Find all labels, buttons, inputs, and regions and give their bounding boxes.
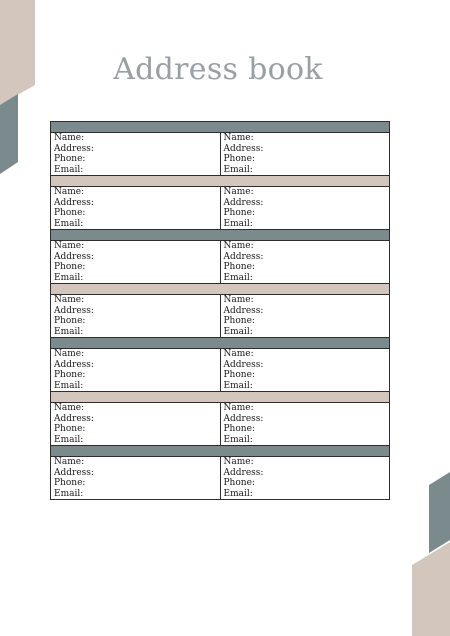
contact-entry-right[interactable] bbox=[220, 457, 390, 499]
address-field-label: Address: bbox=[223, 251, 264, 262]
contact-entry-left[interactable] bbox=[51, 133, 220, 175]
phone-field-label: Phone: bbox=[54, 370, 86, 380]
phone-field-label: Phone: bbox=[54, 316, 86, 326]
email-field-label: Email: bbox=[54, 272, 84, 283]
section-band-beige bbox=[51, 392, 389, 403]
phone-field-label: Phone: bbox=[54, 262, 86, 272]
name-field-label: Name: bbox=[223, 133, 254, 143]
name-field-label: Name: bbox=[223, 241, 254, 251]
section-band-slate bbox=[51, 230, 389, 241]
phone-field-label: Phone: bbox=[223, 208, 255, 218]
address-field-label: Address: bbox=[54, 467, 94, 478]
email-field-label: Email: bbox=[223, 218, 253, 229]
address-field-label: Address: bbox=[54, 305, 94, 316]
contact-entry-left[interactable] bbox=[51, 349, 220, 391]
contact-entry-right[interactable] bbox=[220, 241, 390, 283]
contact-entry-left[interactable] bbox=[51, 187, 220, 229]
contact-row bbox=[51, 349, 389, 392]
address-field-label: Address: bbox=[54, 197, 94, 208]
name-field-label: Name: bbox=[54, 403, 85, 413]
contact-row bbox=[51, 241, 389, 284]
contact-entry-right[interactable] bbox=[220, 133, 390, 175]
name-field-label: Name: bbox=[223, 295, 254, 305]
address-field-label: Address: bbox=[54, 413, 94, 424]
address-book-table bbox=[50, 121, 390, 500]
name-field-label: Name: bbox=[223, 187, 254, 197]
contact-entry-left[interactable] bbox=[51, 403, 220, 445]
phone-field-label: Phone: bbox=[54, 154, 86, 164]
section-band-slate bbox=[51, 338, 389, 349]
section-band-beige bbox=[51, 176, 389, 187]
contact-row bbox=[51, 133, 389, 176]
slate-corner-shape bbox=[0, 94, 18, 174]
name-field-label: Name: bbox=[223, 457, 254, 467]
beige-corner-shape bbox=[412, 542, 450, 636]
email-field-label: Email: bbox=[223, 380, 253, 391]
phone-field-label: Phone: bbox=[223, 424, 255, 434]
contact-entry-left[interactable] bbox=[51, 241, 220, 283]
email-field-label: Email: bbox=[223, 434, 253, 445]
phone-field-label: Phone: bbox=[54, 424, 86, 434]
section-band-beige bbox=[51, 284, 389, 295]
phone-field-label: Phone: bbox=[223, 370, 255, 380]
email-field-label: Email: bbox=[223, 272, 253, 283]
contact-entry-right[interactable] bbox=[220, 403, 390, 445]
page-title: Address book bbox=[113, 52, 323, 87]
address-field-label: Address: bbox=[223, 413, 264, 424]
contact-row bbox=[51, 457, 389, 499]
top-left-decoration bbox=[0, 0, 40, 180]
email-field-label: Email: bbox=[223, 488, 253, 499]
email-field-label: Email: bbox=[54, 218, 84, 229]
slate-corner-shape bbox=[429, 472, 450, 553]
name-field-label: Name: bbox=[223, 349, 254, 359]
email-field-label: Email: bbox=[54, 488, 84, 499]
contact-entry-right[interactable] bbox=[220, 349, 390, 391]
address-field-label: Address: bbox=[54, 143, 94, 154]
contact-entry-left[interactable] bbox=[51, 457, 220, 499]
address-field-label: Address: bbox=[223, 305, 264, 316]
section-band-slate bbox=[51, 122, 389, 133]
address-field-label: Address: bbox=[223, 359, 264, 370]
contact-row bbox=[51, 187, 389, 230]
address-field-label: Address: bbox=[223, 143, 264, 154]
phone-field-label: Phone: bbox=[54, 208, 86, 218]
phone-field-label: Phone: bbox=[223, 478, 255, 488]
name-field-label: Name: bbox=[54, 295, 85, 305]
email-field-label: Email: bbox=[223, 164, 253, 175]
address-field-label: Address: bbox=[54, 251, 94, 262]
contact-row bbox=[51, 295, 389, 338]
section-band-slate bbox=[51, 446, 389, 457]
contact-entry-right[interactable] bbox=[220, 187, 390, 229]
address-field-label: Address: bbox=[223, 197, 264, 208]
contact-row bbox=[51, 403, 389, 446]
email-field-label: Email: bbox=[54, 326, 84, 337]
email-field-label: Email: bbox=[54, 434, 84, 445]
phone-field-label: Phone: bbox=[223, 154, 255, 164]
name-field-label: Name: bbox=[54, 349, 85, 359]
name-field-label: Name: bbox=[54, 457, 85, 467]
name-field-label: Name: bbox=[54, 241, 85, 251]
phone-field-label: Phone: bbox=[223, 262, 255, 272]
contact-entry-left[interactable] bbox=[51, 295, 220, 337]
address-field-label: Address: bbox=[54, 359, 94, 370]
name-field-label: Name: bbox=[54, 187, 85, 197]
phone-field-label: Phone: bbox=[54, 478, 86, 488]
address-field-label: Address: bbox=[223, 467, 264, 478]
name-field-label: Name: bbox=[54, 133, 85, 143]
email-field-label: Email: bbox=[223, 326, 253, 337]
name-field-label: Name: bbox=[223, 403, 254, 413]
email-field-label: Email: bbox=[54, 380, 84, 391]
bottom-right-decoration bbox=[410, 470, 450, 636]
email-field-label: Email: bbox=[54, 164, 84, 175]
contact-entry-right[interactable] bbox=[220, 295, 390, 337]
phone-field-label: Phone: bbox=[223, 316, 255, 326]
